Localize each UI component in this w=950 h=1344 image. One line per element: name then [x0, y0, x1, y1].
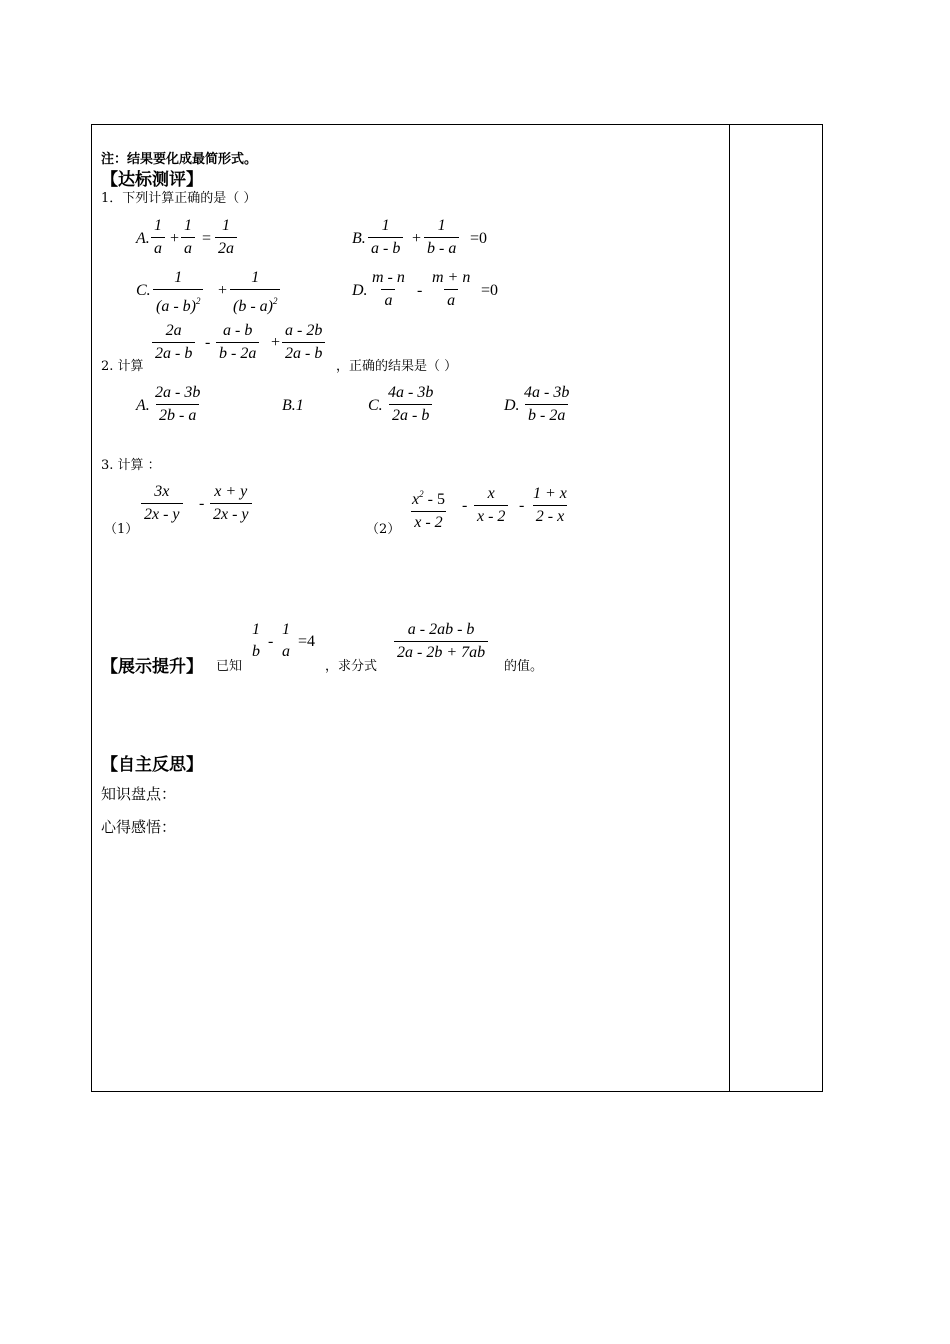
- minus-sign: -: [462, 497, 468, 514]
- equals-sign: =: [202, 230, 212, 247]
- plus-sign: +: [218, 282, 228, 299]
- q2-frac2: $\frac{a - b}{b - 2a}$: [216, 322, 259, 363]
- show-title: 【展示提升】: [101, 657, 203, 677]
- q2-c-label: C.: [368, 397, 383, 414]
- minus-sign: -: [199, 495, 205, 512]
- q3-p1-frac2: $\frac{x + y}{2x - y}$: [210, 483, 252, 524]
- q2-a-label: A.: [136, 397, 150, 414]
- show-end: 的值。: [504, 659, 544, 674]
- show-expr-frac: $\frac{a - 2ab - b}{2a - 2b + 7ab}$: [394, 621, 488, 662]
- minus-sign: -: [268, 633, 274, 650]
- section-test-title: 【达标测评】: [101, 170, 203, 190]
- minus-sign: -: [519, 497, 525, 514]
- plus-sign: +: [271, 334, 281, 351]
- show-mid: ，求分式: [325, 659, 378, 674]
- q3-p2-frac3: $\frac{1 + x}{2 - x}$: [533, 485, 567, 525]
- q3-part1-label: （1）: [104, 522, 139, 537]
- minus-sign: -: [205, 334, 211, 351]
- q3-p2-frac2: $\frac{x}{x - 2}$: [474, 485, 508, 526]
- knowledge-label: 知识盘点：: [101, 785, 177, 803]
- note-text: 注：结果要化成最简形式。: [101, 152, 258, 167]
- q1-a-frac1: $\frac{1}{a}$: [151, 217, 165, 258]
- q1-b-frac1: $\frac{1}{a - b}$: [368, 217, 403, 258]
- q1-d-frac2: $\frac{m + n}{a}$: [432, 269, 471, 309]
- q3-part2-label: （2）: [366, 522, 401, 537]
- q1-d-frac1: $\frac{m - n}{a}$: [372, 269, 405, 309]
- q1-a-label: A.: [136, 230, 150, 247]
- q3-p2-frac1: $\frac{x^2 - 5}{x - 2}$: [412, 489, 445, 531]
- q3-p1-frac1: $\frac{3x}{2x - y}$: [141, 483, 183, 524]
- q1-c-frac2: $\frac{1}{(b - a)^2}$: [230, 269, 280, 316]
- q1-a-rhs: $\frac{1}{2a}$: [215, 217, 237, 258]
- q1-stem: 1．下列计算正确的是（ ）: [101, 191, 257, 206]
- q2-a-frac: $\frac{2a - 3b}{2b - a}$: [155, 384, 201, 424]
- q1-b-rhs: =0: [470, 230, 488, 247]
- q1-b-label: B.: [352, 230, 366, 247]
- q2-d-frac: $\frac{4a - 3b}{b - 2a}$: [524, 384, 570, 424]
- q1-d-rhs: =0: [481, 282, 499, 299]
- q1-a-frac2: $\frac{1}{a}$: [181, 217, 195, 258]
- q2-d-label: D.: [504, 397, 520, 414]
- q1-c-label: C.: [136, 282, 151, 299]
- show-given-frac1: 1 b: [252, 621, 260, 660]
- q2-prefix: 2. 计算: [101, 359, 144, 374]
- reflect-title: 【自主反思】: [101, 755, 203, 775]
- minus-sign: -: [417, 282, 423, 299]
- q1-c-frac1: $\frac{1}{(a - b)^2}$: [153, 269, 203, 316]
- q1-b-frac2: $\frac{1}{b - a}$: [424, 217, 459, 258]
- show-given-rhs: =4: [298, 633, 316, 650]
- plus-sign: +: [412, 230, 422, 247]
- q2-c-frac: $\frac{4a - 3b}{2a - b}$: [388, 384, 434, 424]
- show-given: 已知: [216, 659, 243, 674]
- q2-b-option: B.1: [282, 397, 304, 414]
- q2-suffix: ，正确的结果是（ ）: [336, 359, 458, 374]
- show-given-frac2: 1 a: [282, 621, 290, 660]
- plus-sign: +: [170, 230, 180, 247]
- insight-label: 心得感悟：: [101, 818, 177, 836]
- column-divider: [729, 124, 730, 1092]
- q3-stem: 3. 计算 ：: [101, 458, 161, 473]
- q1-d-label: D.: [352, 282, 368, 299]
- q2-frac3: $\frac{a - 2b}{2a - b}$: [282, 322, 325, 363]
- q2-frac1: $\frac{2a}{2a - b}$: [152, 322, 195, 363]
